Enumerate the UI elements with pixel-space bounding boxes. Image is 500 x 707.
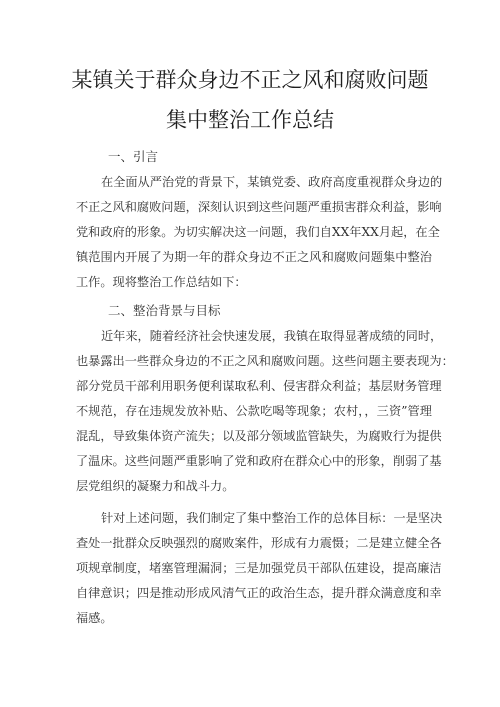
paragraph-line: 自律意识；四是推动形成风清气正的政治生态，提升群众满意度和幸 — [76, 586, 442, 600]
paragraph-line: 党和政府的形象。为切实解决这一问题，我们自XX年XX月起，在全 — [76, 225, 440, 239]
document-title-line-1: 某镇关于群众身边不正之风和腐败问题 — [71, 68, 429, 92]
paragraph-line: 不正之风和腐败问题，深刻认识到这些问题严重损害群众利益，影响 — [76, 200, 442, 214]
paragraph-line: 针对上述问题，我们制定了集中整治工作的总体目标：一是坚决 — [101, 511, 443, 525]
section-heading-background-goals: 二、整治背景与目标 — [108, 303, 221, 318]
paragraph-line: 工作。现将整治工作总结如下： — [76, 275, 247, 289]
paragraph-line: 镇范围内开展了为期一年的群众身边不正之风和腐败问题集中整治 — [76, 250, 432, 264]
paragraph-line: 福感。 — [76, 611, 113, 625]
paragraph-line: 也暴露出一些群众身边的不正之风和腐败问题。这些问题主要表现为： — [76, 354, 454, 368]
paragraph-line: 不规范，存在违规发放补贴、公款吃喝等现象；农村，，三资”管理 — [76, 404, 432, 418]
paragraph-line: 部分党员干部利用职务便利谋取私利、侵害群众利益；基层财务管理 — [76, 379, 442, 393]
paragraph-line: 了温床。这些问题严重影响了党和政府在群众心中的形象，削弱了基 — [76, 454, 442, 468]
paragraph-line: 近年来，随着经济社会快速发展，我镇在取得显著成绩的同时， — [101, 329, 443, 343]
paragraph-line: 混乱，导致集体资产流失；以及部分领域监管缺失，为腐败行为提供 — [76, 429, 442, 443]
document-title-line-2: 集中整治工作总结 — [166, 108, 334, 132]
paragraph-line: 层党组织的凝聚力和战斗力。 — [76, 479, 235, 493]
section-heading-introduction: 一、引言 — [108, 149, 159, 164]
paragraph-line: 在全面从严治党的背景下，某镇党委、政府高度重视群众身边的 — [101, 175, 443, 189]
paragraph-line: 项规章制度，堵塞管理漏洞；三是加强党员干部队伍建设，提高廉洁 — [76, 561, 442, 575]
paragraph-line: 查处一批群众反映强烈的腐败案件，形成有力震慑；二是建立健全各 — [76, 536, 442, 550]
